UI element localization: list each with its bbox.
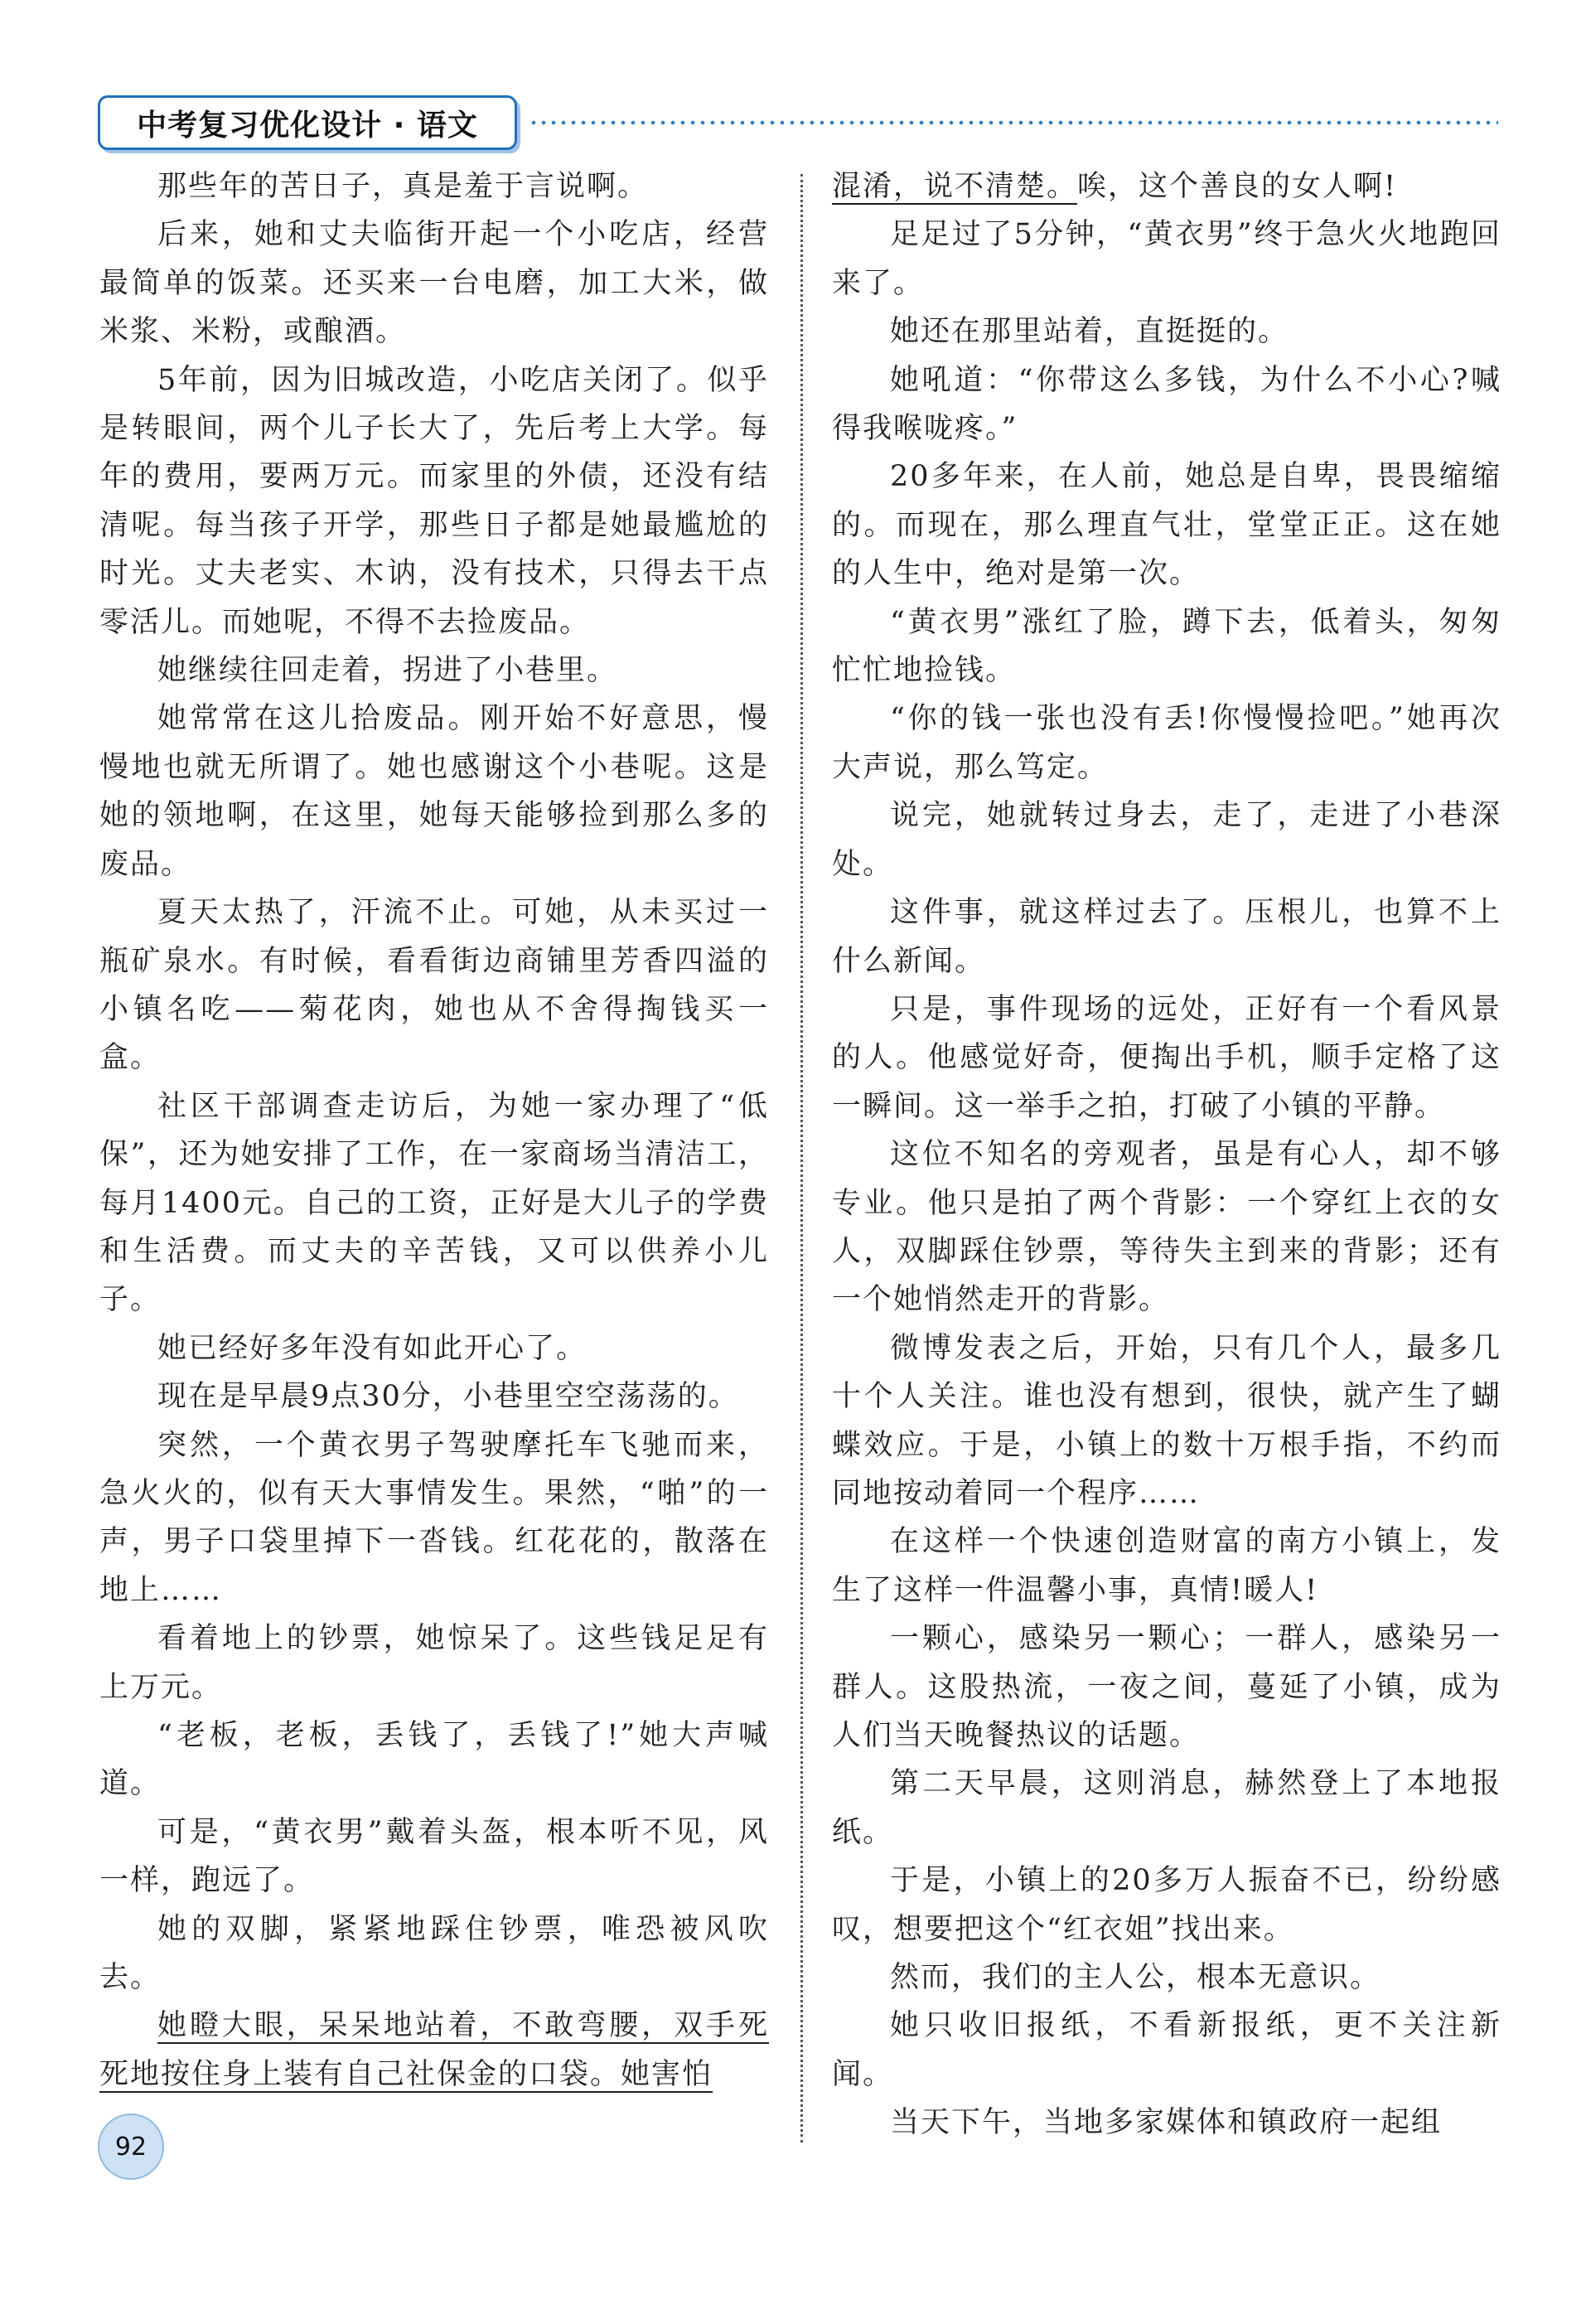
paragraph — [832, 162, 1501, 211]
paragraph: 第二天早晨，这则消息，赫然登上了本地报纸。 — [832, 1767, 1501, 1849]
underlined-sentence: 她瞪大眼，呆呆地站着，不敢弯腰，双手死死地按住身上装有自己社保金的口袋。她害怕 — [99, 2009, 769, 2091]
header-title-box — [98, 95, 517, 150]
paragraph: 一颗心，感染另一颗心；一群人，感染另一群人。这股热流，一夜之间，蔓延了小镇，成为人们当天晚餐热议的话题。 — [832, 1622, 1501, 1752]
paragraph: 她已经好多年没有如此开心了。 — [157, 1331, 587, 1365]
paragraph: 社区干部调查走访后，为她一家办理了“低保”，还为她安排了工作，在一家商场当清洁工，每月1400元。自己的工资，正好是大儿子的学费和生活费。而丈夫的辛苦钱，又可以供养小儿子。 — [99, 1089, 769, 1317]
paragraph: 然而，我们的主人公，根本无意识。 — [890, 1961, 1381, 1995]
paragraph: 夏天太热了，汗流不止。可她，从未买过一瓶矿泉水。有时候，看看街边商铺里芳香四溢的小镇名吃——菊花肉，她也从不舍得掏钱买一盒。 — [99, 896, 769, 1075]
paragraph-text: 唉，这个善良的女人啊! — [1077, 170, 1398, 203]
page-number: 92 — [114, 2132, 147, 2162]
paragraph: 足足过了5分钟，“黄衣男”终于急火火地跑回来了。 — [832, 218, 1501, 300]
paragraph: 她只收旧报纸，不看新报纸，更不关注新闻。 — [832, 2009, 1501, 2091]
paragraph: 现在是早晨9点30分，小巷里空空荡荡的。 — [157, 1380, 739, 1414]
paragraph: “老板，老板，丢钱了，丢钱了!”她大声喊道。 — [99, 1719, 769, 1801]
paragraph: 后来，她和丈夫临街开起一个小吃店，经营最简单的饭菜。还买来一台电磨，加工大米，做米浆、米粉，或酿酒。 — [99, 218, 769, 349]
paragraph: 她吼道：“你带这么多钱，为什么不小心?喊得我喉咙疼。” — [832, 363, 1501, 446]
paragraph: 在这样一个快速创造财富的南方小镇上，发生了这样一件温馨小事，真情!暖人! — [832, 1525, 1501, 1607]
paragraph: “黄衣男”涨红了脸，蹲下去，低着头，匆匆忙忙地捡钱。 — [832, 605, 1501, 688]
paragraph: 这位不知名的旁观者，虽是有心人，却不够专业。他只是拍了两个背影：一个穿红上衣的女人，双脚踩住钞票，等待失主到来的背影；还有一个她悄然走开的背影。 — [832, 1138, 1501, 1317]
paragraph: 说完，她就转过身去，走了，走进了小巷深处。 — [832, 799, 1501, 881]
page-header — [98, 95, 1498, 150]
paragraph: 她还在那里站着，直挺挺的。 — [890, 315, 1289, 349]
paragraph: “你的钱一张也没有丢!你慢慢捡吧。”她再次大声说，那么笃定。 — [832, 702, 1501, 784]
paragraph: 只是，事件现场的远处，正好有一个看风景的人。他感觉好奇，便掏出手机，顺手定格了这一瞬间。这一举手之拍，打破了小镇的平静。 — [832, 992, 1501, 1123]
underlined-sentence: 混淆，说不清楚。 — [832, 170, 1078, 203]
paragraph: 看着地上的钞票，她惊呆了。这些钱足足有上万元。 — [99, 1622, 769, 1704]
paragraph: 20多年来，在人前，她总是自卑，畏畏缩缩的。而现在，那么理直气壮，堂堂正正。这在她的人生中，绝对是第一次。 — [832, 460, 1501, 591]
paragraph: 她的双脚，紧紧地踩住钞票，唯恐被风吹去。 — [99, 1912, 769, 1995]
right-column — [832, 162, 1501, 2147]
paragraph: 当天下午，当地多家媒体和镇政府一起组 — [890, 2106, 1443, 2140]
paragraph: 她继续往回走着，拐进了小巷里。 — [157, 654, 618, 688]
page-number-badge — [98, 2113, 164, 2180]
paragraph: 可是，“黄衣男”戴着头盔，根本听不见，风一样，跑远了。 — [99, 1815, 769, 1898]
paragraph: 这件事，就这样过去了。压根儿，也算不上什么新闻。 — [832, 896, 1501, 978]
paragraph: 微博发表之后，开始，只有几个人，最多几十个人关注。谁也没有想到，很快，就产生了蝴蝶效应。于是，小镇上的数十万根手指，不约而同地按动着同一个程序…… — [832, 1331, 1501, 1510]
paragraph: 于是，小镇上的20多万人振奋不已，纷纷感叹，想要把这个“红衣姐”找出来。 — [832, 1864, 1501, 1946]
header-dotted-rule — [529, 120, 1498, 125]
paragraph: 突然，一个黄衣男子驾驶摩托车飞驰而来，急火火的，似有天大事情发生。果然，“啪”的一声，男子口袋里掉下一沓钱。红花花的，散落在地上…… — [99, 1428, 769, 1607]
paragraph: 她常常在这儿拾废品。刚开始不好意思，慢慢地也就无所谓了。她也感谢这个小巷呢。这是她的领地啊，在这里，她每天能够捡到那么多的废品。 — [99, 702, 769, 881]
paragraph: 5年前，因为旧城改造，小吃店关闭了。似乎是转眼间，两个儿子长大了，先后考上大学。每年的费用，要两万元。而家里的外债，还没有结清呢。每当孩子开学，那些日子都是她最尴尬的时光。丈夫老实、木讷，没有技术，只得去干点零活儿。而她呢，不得不去捡废品。 — [99, 363, 769, 639]
left-column — [99, 162, 769, 2099]
header-title: 中考复习优化设计 · 语文 — [137, 108, 478, 143]
paragraph — [99, 2002, 769, 2099]
column-divider — [800, 174, 803, 2142]
paragraph: 那些年的苦日子，真是羞于言说啊。 — [157, 170, 649, 203]
